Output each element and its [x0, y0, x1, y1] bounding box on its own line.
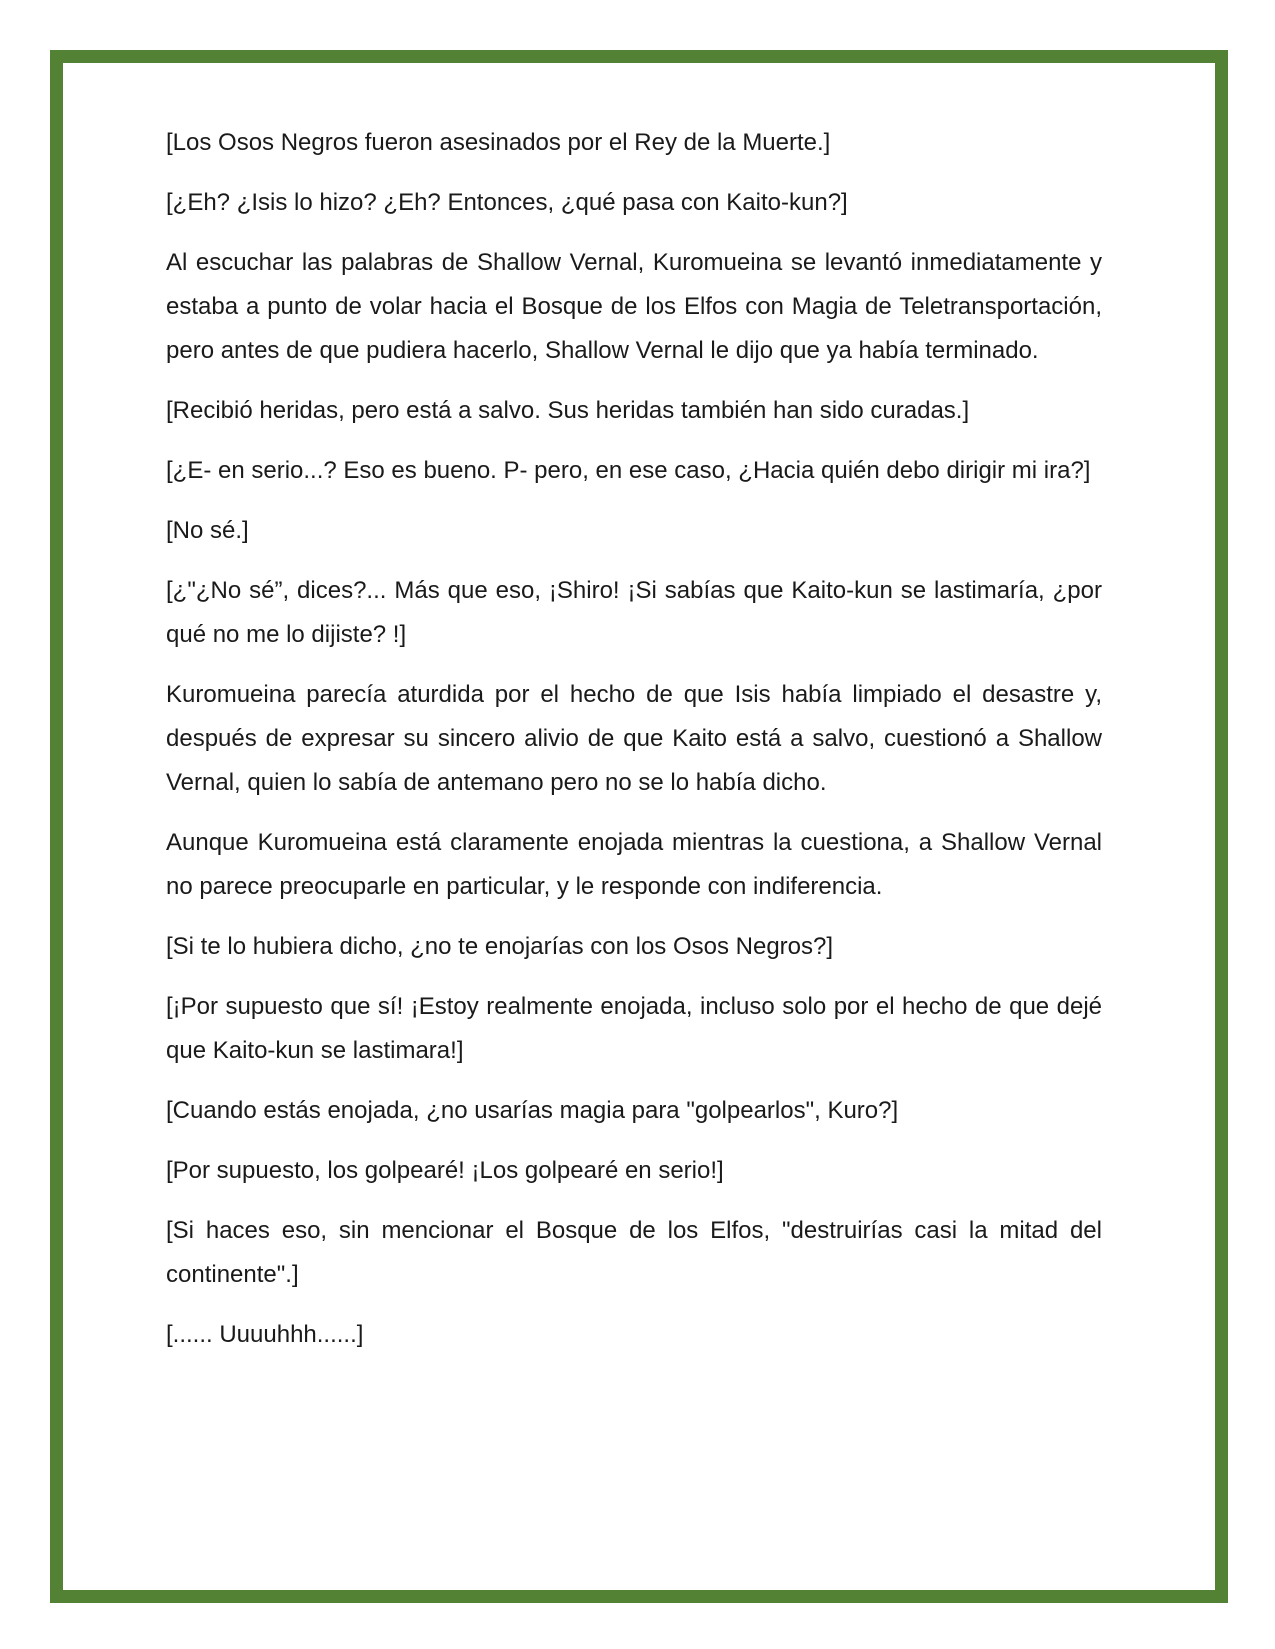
document-body [166, 121, 1102, 1373]
paragraph: [No sé.] [166, 517, 249, 544]
paragraph: [Los Osos Negros fueron asesinados por el Rey de la Muerte.] [166, 129, 831, 156]
paragraph: [...... Uuuuhhh......] [166, 1321, 364, 1348]
paragraph: [¿Eh? ¿Isis lo hizo? ¿Eh? Entonces, ¿qué pasa con Kaito-kun?] [166, 189, 848, 216]
paragraph: [Por supuesto, los golpearé! ¡Los golpearé en serio!] [166, 1157, 724, 1184]
paragraph: Al escuchar las palabras de Shallow Vernal, Kuromueina se levantó inmediatamente y estaba a punto de volar hacia el Bosque de los Elfos con Magia de Teletransportación, pero antes de que pudiera hacerlo, Shallow Vernal le dijo que ya había terminado. [166, 249, 1102, 364]
paragraph: [Recibió heridas, pero está a salvo. Sus heridas también han sido curadas.] [166, 397, 970, 424]
paragraph: Aunque Kuromueina está claramente enojada mientras la cuestiona, a Shallow Vernal no parece preocuparle en particular, y le responde con indiferencia. [166, 829, 1102, 900]
paragraph: [Si haces eso, sin mencionar el Bosque de los Elfos, "destruirías casi la mitad del continente".] [166, 1217, 1102, 1288]
paragraph: [¿"¿No sé”, dices?... Más que eso, ¡Shiro! ¡Si sabías que Kaito-kun se lastimaría, ¿por qué no me lo dijiste? !] [166, 577, 1102, 648]
paragraph: [Si te lo hubiera dicho, ¿no te enojarías con los Osos Negros?] [166, 933, 834, 960]
paragraph: [Cuando estás enojada, ¿no usarías magia para "golpearlos", Kuro?] [166, 1097, 899, 1124]
paragraph: [¿E- en serio...? Eso es bueno. P- pero, en ese caso, ¿Hacia quién debo dirigir mi ira?] [166, 457, 1091, 484]
paragraph: [¡Por supuesto que sí! ¡Estoy realmente enojada, incluso solo por el hecho de que dejé que Kaito-kun se lastimara!] [166, 993, 1102, 1064]
paragraph: Kuromueina parecía aturdida por el hecho de que Isis había limpiado el desastre y, después de expresar su sincero alivio de que Kaito está a salvo, cuestionó a Shallow Vernal, quien lo sabía de antemano pero no se lo había dicho. [166, 681, 1102, 796]
